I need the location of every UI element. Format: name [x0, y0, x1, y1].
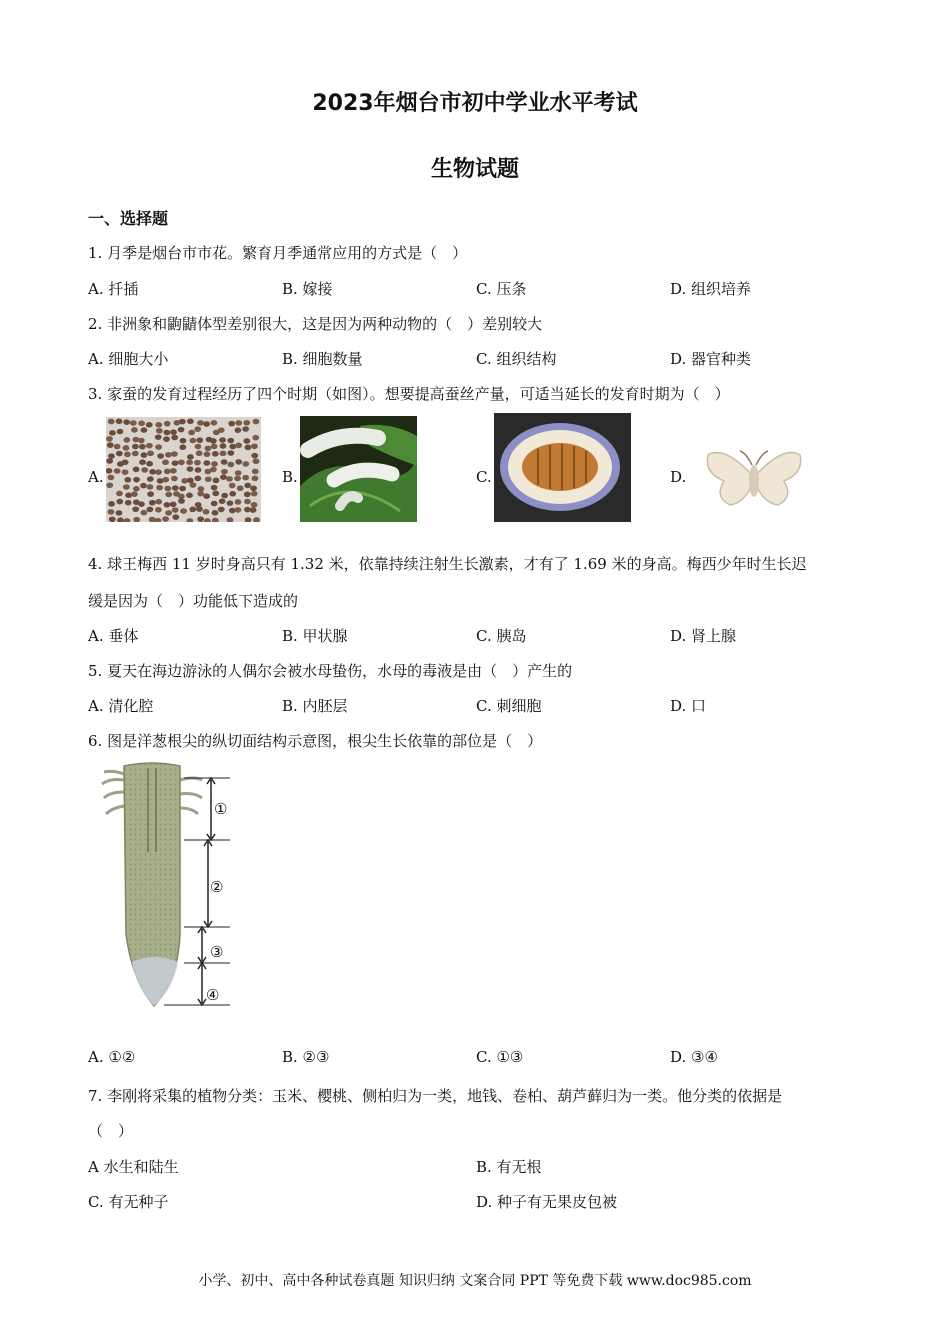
q3-option-b: B.	[282, 468, 298, 486]
exam-subtitle: 生物试题	[430, 157, 519, 182]
q6-option-d: D. ③④	[670, 1048, 718, 1066]
q3-option-c: C.	[476, 468, 492, 486]
q6-option-c: C. ①③	[476, 1048, 524, 1066]
q2-option-b: B. 细胞数量	[282, 350, 363, 368]
silkworm-eggs-image	[106, 417, 261, 522]
footer-text: 小学、初中、高中各种试卷真题 知识归纳 文案合同 PPT 等免费下载 www.doc985.com	[198, 1273, 752, 1289]
q5-option-d: D. 口	[670, 697, 707, 715]
q4-option-d: D. 肾上腺	[670, 627, 737, 645]
exam-title: 2023年烟台市初中学业水平考试	[312, 91, 638, 116]
zone-label-1: ①	[214, 800, 228, 818]
q1-option-b: B. 嫁接	[282, 280, 333, 298]
question-3: 3. 家蚕的发育过程经历了四个时期（如图）。想要提高蚕丝产量，可适当延长的发育时期为（ ）	[88, 385, 730, 403]
q3-option-a: A.	[88, 468, 104, 486]
q4-option-b: B. 甲状腺	[282, 627, 348, 645]
q7-option-a: A 水生和陆生	[88, 1158, 179, 1176]
silkworm-pupa-image	[494, 413, 631, 522]
question-2: 2. 非洲象和鼩鼱体型差别很大，这是因为两种动物的（ ）差别较大	[88, 315, 543, 333]
q3-option-d: D.	[670, 468, 687, 486]
q2-option-c: C. 组织结构	[476, 350, 557, 368]
q1-option-a: A. 扦插	[88, 280, 139, 298]
section-heading: 一、选择题	[88, 209, 169, 228]
q5-option-c: C. 刺细胞	[476, 697, 542, 715]
question-7-line-1: 7. 李刚将采集的植物分类：玉米、樱桃、侧柏归为一类，地钱、卷柏、葫芦藓归为一类。他分类的依据是	[88, 1087, 783, 1105]
question-4-line-1: 4. 球王梅西 11 岁时身高只有 1.32 米，依靠持续注射生长激素，才有了 1.69 米的身高。梅西少年时生长迟	[88, 555, 807, 573]
q6-option-a: A. ①②	[88, 1048, 136, 1066]
q7-option-d: D. 种子有无果皮包被	[476, 1193, 618, 1211]
q7-option-b: B. 有无根	[476, 1158, 542, 1176]
question-6: 6. 图是洋葱根尖的纵切面结构示意图，根尖生长依靠的部位是（ ）	[88, 732, 543, 750]
zone-label-2: ②	[210, 878, 224, 896]
q2-option-a: A. 细胞大小	[88, 350, 169, 368]
question-7-line-2: （ ）	[88, 1122, 134, 1140]
q1-option-d: D. 组织培养	[670, 280, 752, 298]
question-1: 1. 月季是烟台市市花。繁育月季通常应用的方式是（ ）	[88, 244, 468, 262]
q2-option-d: D. 器官种类	[670, 350, 752, 368]
q6-option-b: B. ②③	[282, 1048, 330, 1066]
silkworm-moth-image	[704, 445, 804, 511]
q4-option-a: A. 垂体	[88, 627, 139, 645]
q5-option-a: A. 清化腔	[88, 697, 154, 715]
silkworm-larva-image	[300, 416, 417, 522]
q5-option-b: B. 内胚层	[282, 697, 348, 715]
q4-option-c: C. 胰岛	[476, 627, 527, 645]
q1-option-c: C. 压条	[476, 280, 527, 298]
zone-label-3: ③	[210, 943, 224, 961]
question-5: 5. 夏天在海边游泳的人偶尔会被水母蛰伤，水母的毒液是由（ ）产生的	[88, 662, 573, 680]
q7-option-c: C. 有无种子	[88, 1193, 169, 1211]
zone-label-4: ④	[206, 986, 220, 1004]
question-4-line-2: 缓是因为（ ）功能低下造成的	[88, 592, 299, 610]
